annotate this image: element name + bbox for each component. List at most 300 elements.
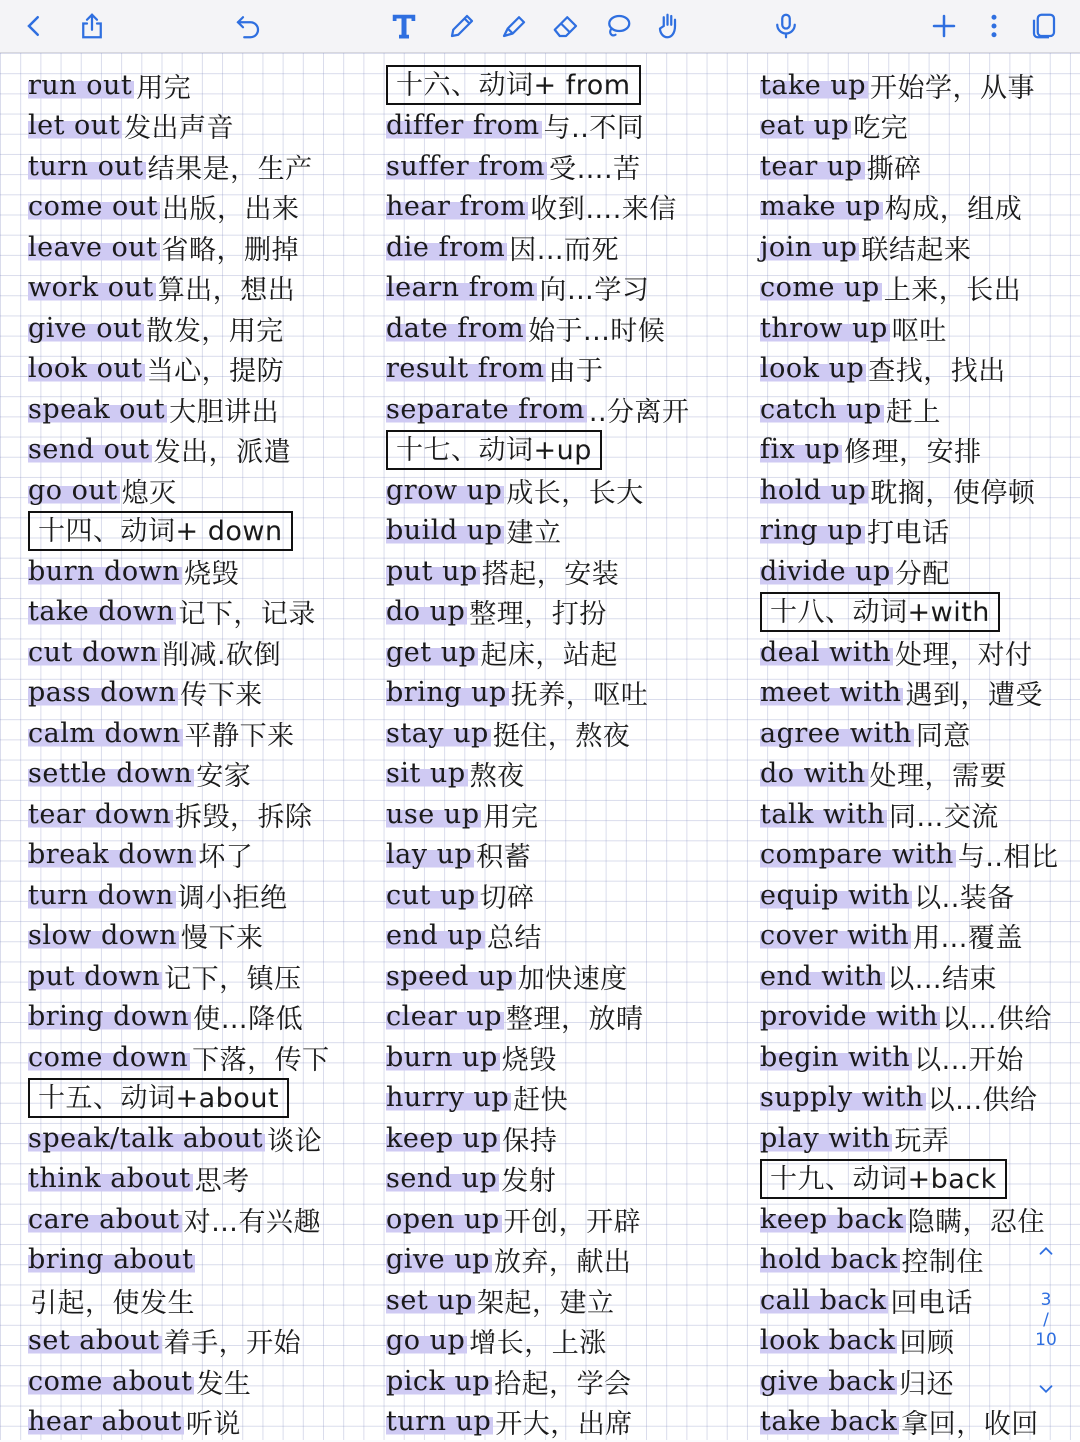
chinese-meaning: 用完 [483, 795, 538, 834]
english-phrase: do up [386, 596, 467, 627]
phrase-entry [28, 308, 330, 349]
english-phrase: send out [28, 434, 152, 465]
chinese-meaning: 发出声音 [124, 106, 234, 145]
phrase-entry [386, 997, 690, 1038]
english-phrase: meet with [760, 677, 903, 708]
chinese-meaning: 撕碎 [867, 147, 922, 186]
english-phrase: come up [760, 272, 882, 303]
chinese-meaning: 抚养，呕吐 [511, 673, 649, 712]
english-phrase: run out [28, 70, 134, 101]
english-phrase: build up [386, 515, 504, 546]
chinese-meaning: 耽搁，使停顿 [870, 471, 1035, 510]
phrase-entry [386, 1361, 690, 1402]
english-phrase: come down [28, 1042, 190, 1073]
english-phrase: tear down [28, 799, 173, 830]
english-phrase: bring down [28, 1001, 191, 1032]
chinese-meaning: 吃完 [853, 106, 908, 145]
english-phrase: pass down [28, 677, 178, 708]
chinese-meaning: 发出，派遣 [154, 430, 292, 469]
phrase-entry [760, 916, 1059, 957]
english-phrase: equip with [760, 880, 912, 911]
english-phrase: suffer from [386, 151, 547, 182]
english-phrase: calm down [28, 718, 183, 749]
column-right [760, 65, 1059, 1442]
phrase-entry [386, 916, 690, 957]
phrase-entry [28, 1159, 330, 1200]
english-phrase: cut down [28, 637, 160, 668]
phrase-entry [760, 1280, 1059, 1321]
chinese-meaning: 削减.砍倒 [162, 633, 281, 672]
section-heading-box: 十六、动词+ from [386, 65, 641, 105]
chinese-meaning: 听说 [186, 1402, 241, 1441]
phrase-entry [760, 268, 1059, 309]
section-heading [28, 1078, 330, 1119]
phrase-entry [28, 187, 330, 228]
phrase-entry [386, 1078, 690, 1119]
phrase-entry [760, 956, 1059, 997]
chinese-meaning: 思考 [195, 1159, 250, 1198]
chinese-meaning: 开大，出席 [495, 1402, 633, 1441]
english-phrase: settle down [28, 758, 194, 789]
phrase-entry [386, 754, 690, 795]
chinese-meaning: 开创，开辟 [504, 1200, 642, 1239]
english-phrase: catch up [760, 394, 884, 425]
pen-icon[interactable] [442, 6, 482, 46]
english-phrase: learn from [386, 272, 537, 303]
page-down-chevron-icon[interactable] [1035, 1378, 1057, 1400]
english-phrase: look out [28, 353, 145, 384]
english-phrase: open up [386, 1204, 502, 1235]
phrase-entry [386, 1402, 690, 1442]
column-left [28, 65, 330, 1442]
phrase-entry [760, 713, 1059, 754]
section-heading [760, 592, 1059, 633]
chinese-meaning: 当心，提防 [147, 349, 285, 388]
chinese-meaning: 平静下来 [185, 714, 295, 753]
english-phrase: use up [386, 799, 481, 830]
english-phrase: look up [760, 353, 866, 384]
phrase-entry [760, 65, 1059, 106]
notebook-page[interactable] [0, 53, 1080, 1440]
phrase-entry [28, 1037, 330, 1078]
phrase-entry [760, 430, 1059, 471]
section-heading-box: 十八、动词+with [760, 592, 1000, 632]
english-phrase: go up [386, 1325, 467, 1356]
english-phrase: give out [28, 313, 144, 344]
section-heading-box: 十四、动词+ down [28, 511, 293, 551]
phrase-entry [28, 673, 330, 714]
english-phrase: talk with [760, 799, 887, 830]
more-icon[interactable] [974, 6, 1014, 46]
phrase-entry [760, 511, 1059, 552]
phrase-entry [386, 1199, 690, 1240]
phrase-entry [760, 875, 1059, 916]
phrase-entry [760, 673, 1059, 714]
phrase-entry [28, 227, 330, 268]
english-phrase: give back [760, 1366, 897, 1397]
chinese-meaning: 记下，记录 [178, 592, 316, 631]
chinese-meaning: 同意 [916, 714, 971, 753]
phrase-entry [386, 632, 690, 673]
english-phrase: set up [386, 1285, 475, 1316]
phrase-entry [760, 470, 1059, 511]
column-middle [386, 65, 690, 1442]
chinese-meaning: 发生 [196, 1362, 251, 1401]
english-phrase: result from [386, 353, 546, 384]
phrase-entry [28, 65, 330, 106]
chinese-meaning: 处理，对付 [895, 633, 1033, 672]
english-phrase: leave out [28, 232, 160, 263]
chinese-meaning: 熄灭 [122, 471, 177, 510]
phrase-entry [760, 1321, 1059, 1362]
english-phrase: differ from [386, 110, 542, 141]
english-phrase: speak/talk about [28, 1123, 265, 1154]
english-phrase: go out [28, 475, 120, 506]
chinese-meaning: 用完 [136, 66, 191, 105]
english-phrase: hear from [386, 191, 528, 222]
phrase-entry [28, 430, 330, 471]
phrase-entry [386, 268, 690, 309]
phrase-entry [28, 268, 330, 309]
chinese-meaning: 对…有兴趣 [184, 1200, 322, 1239]
phrase-entry [28, 592, 330, 633]
chinese-meaning: 整理，打扮 [469, 592, 607, 631]
phrase-entry [386, 349, 690, 390]
english-phrase: look back [760, 1325, 897, 1356]
section-heading-box: 十五、动词+about [28, 1078, 289, 1118]
english-phrase: turn out [28, 151, 146, 182]
current-page-number: 3 [1041, 1290, 1052, 1310]
chinese-meaning: 打电话 [867, 511, 950, 550]
english-phrase: hear about [28, 1406, 184, 1437]
english-phrase: put down [28, 961, 162, 992]
chinese-meaning: 大胆讲出 [169, 390, 279, 429]
english-phrase: separate from [386, 394, 587, 425]
phrase-entry [760, 308, 1059, 349]
chinese-meaning: 拿回，收回 [901, 1402, 1039, 1441]
chinese-meaning: 坏了 [198, 835, 253, 874]
english-phrase: sit up [386, 758, 468, 789]
english-phrase: die from [386, 232, 507, 263]
phrase-entry [28, 754, 330, 795]
english-phrase: put up [386, 556, 480, 587]
phrase-entry [760, 1037, 1059, 1078]
english-phrase: ring up [760, 515, 865, 546]
phrase-entry [28, 632, 330, 673]
phrase-entry [386, 146, 690, 187]
chinese-meaning: 控制住 [902, 1240, 985, 1279]
phrase-entry [28, 551, 330, 592]
english-phrase: fix up [760, 434, 842, 465]
chinese-meaning: 熬夜 [470, 754, 525, 793]
chinese-meaning: 保持 [502, 1119, 557, 1158]
chinese-meaning: 拆毁，拆除 [175, 795, 313, 834]
phrase-entry [760, 1199, 1059, 1240]
phrase-entry [28, 389, 330, 430]
phrase-entry [760, 754, 1059, 795]
phrase-entry [28, 835, 330, 876]
phrase-entry [760, 146, 1059, 187]
phrase-entry [760, 632, 1059, 673]
english-phrase: throw up [760, 313, 890, 344]
english-phrase: burn up [386, 1042, 500, 1073]
chinese-meaning: 同...交流 [889, 795, 999, 834]
english-phrase: end with [760, 961, 885, 992]
chinese-meaning: 联结起来 [861, 228, 971, 267]
chinese-meaning: 拾起，学会 [494, 1362, 632, 1401]
english-phrase: cover with [760, 920, 911, 951]
phrase-entry [386, 1321, 690, 1362]
phrase-entry [28, 146, 330, 187]
phrase-entry [386, 1280, 690, 1321]
phrase-entry [386, 551, 690, 592]
chinese-meaning: 回电话 [890, 1281, 973, 1320]
section-heading [386, 65, 690, 106]
english-phrase: clear up [386, 1001, 504, 1032]
english-phrase: stay up [386, 718, 491, 749]
english-phrase: work out [28, 272, 156, 303]
chinese-meaning: 积蓄 [476, 835, 531, 874]
chinese-meaning: 赶上 [886, 390, 941, 429]
phrase-entry [760, 389, 1059, 430]
chinese-meaning: 出版，出来 [162, 187, 300, 226]
chinese-meaning: 传下来 [180, 673, 263, 712]
phrase-entry [28, 875, 330, 916]
english-phrase: do with [760, 758, 868, 789]
chinese-meaning: 架起，建立 [477, 1281, 615, 1320]
english-phrase: think about [28, 1163, 193, 1194]
phrase-entry [28, 1240, 330, 1281]
phrase-entry [28, 349, 330, 390]
chinese-meaning: 总结 [487, 916, 542, 955]
english-phrase: come out [28, 191, 160, 222]
chinese-meaning: 建立 [506, 511, 561, 550]
phrase-entry [760, 551, 1059, 592]
chinese-meaning: 分配 [895, 552, 950, 591]
chinese-meaning: 着手，开始 [164, 1321, 302, 1360]
chinese-meaning: 增长，上涨 [469, 1321, 607, 1360]
chinese-meaning: 整理，放晴 [506, 997, 644, 1036]
phrase-entry [386, 511, 690, 552]
chinese-meaning: 安家 [196, 754, 251, 793]
phrase-entry [28, 106, 330, 147]
english-phrase: compare with [760, 839, 956, 870]
english-phrase: care about [28, 1204, 182, 1235]
chinese-meaning: 查找，找出 [868, 349, 1006, 388]
english-phrase: speak out [28, 394, 167, 425]
phrase-entry [386, 308, 690, 349]
english-phrase: join up [760, 232, 859, 263]
english-phrase: cut up [386, 880, 478, 911]
phrase-entry [28, 956, 330, 997]
phrase-entry [386, 835, 690, 876]
english-phrase: date from [386, 313, 526, 344]
phrase-entry [28, 713, 330, 754]
english-phrase: tear up [760, 151, 865, 182]
phrase-entry [760, 1078, 1059, 1119]
chinese-meaning: 与..不同 [544, 106, 645, 145]
phrase-entry [760, 794, 1059, 835]
english-phrase: hold up [760, 475, 868, 506]
phrase-entry [28, 1199, 330, 1240]
english-phrase: divide up [760, 556, 893, 587]
phrase-entry [386, 956, 690, 997]
phrase-entry [386, 187, 690, 228]
hand-icon[interactable] [650, 6, 690, 46]
english-phrase: hurry up [386, 1082, 511, 1113]
chinese-meaning: 上来，长出 [884, 268, 1022, 307]
phrase-entry [760, 1402, 1059, 1442]
chinese-meaning: 算出，想出 [158, 268, 296, 307]
english-phrase: play with [760, 1123, 892, 1154]
phrase-entry [28, 916, 330, 957]
pages-icon[interactable] [1024, 6, 1064, 46]
chinese-meaning: 因...而死 [509, 228, 619, 267]
phrase-entry [386, 1159, 690, 1200]
chinese-meaning: 烧毁 [184, 552, 239, 591]
page-separator: / [1043, 1310, 1049, 1330]
chinese-meaning: 使…降低 [193, 997, 303, 1036]
undo-icon[interactable] [228, 6, 268, 46]
chinese-meaning: 切碎 [480, 876, 535, 915]
english-phrase: bring about [28, 1244, 195, 1275]
english-phrase: make up [760, 191, 883, 222]
chinese-meaning: 省略，删掉 [162, 228, 300, 267]
english-phrase: take back [760, 1406, 899, 1437]
phrase-entry [760, 349, 1059, 390]
page-up-chevron-icon[interactable] [1035, 1240, 1057, 1262]
english-phrase: hold back [760, 1244, 900, 1275]
phrase-entry [386, 1240, 690, 1281]
chinese-meaning: 赶快 [513, 1078, 568, 1117]
lasso-icon[interactable] [598, 6, 638, 46]
chinese-meaning: 烧毁 [502, 1038, 557, 1077]
english-phrase: bring up [386, 677, 509, 708]
section-heading-box: 十七、动词+up [386, 430, 602, 470]
chinese-meaning: 收到….来信 [530, 187, 677, 226]
english-phrase: speed up [386, 961, 516, 992]
chinese-meaning: 记下，镇压 [164, 957, 302, 996]
chinese-meaning: 呕吐 [892, 309, 947, 348]
chinese-meaning: 以...供给 [928, 1078, 1038, 1117]
chinese-meaning: 隐瞒，忍住 [908, 1200, 1046, 1239]
phrase-entry [386, 1118, 690, 1159]
phrase-entry [386, 389, 690, 430]
english-phrase: set about [28, 1325, 162, 1356]
english-phrase: eat up [760, 110, 851, 141]
english-phrase: deal with [760, 637, 893, 668]
phrase-entry [386, 875, 690, 916]
back-chevron-icon[interactable] [14, 6, 54, 46]
english-phrase: turn down [28, 880, 176, 911]
phrase-entry [386, 106, 690, 147]
english-phrase: lay up [386, 839, 474, 870]
english-phrase: begin with [760, 1042, 912, 1073]
phrase-entry [28, 1321, 330, 1362]
section-heading [760, 1159, 1059, 1200]
english-phrase: provide with [760, 1001, 940, 1032]
chinese-meaning: 搭起，安装 [482, 552, 620, 591]
chinese-meaning: 加快速度 [518, 957, 628, 996]
chinese-meaning: 以..装备 [914, 876, 1015, 915]
phrase-entry [28, 1361, 330, 1402]
chinese-meaning: 修理，安排 [844, 430, 982, 469]
text-tool-icon[interactable] [384, 6, 424, 46]
chinese-meaning: 以...开始 [914, 1038, 1024, 1077]
chinese-meaning: 慢下来 [181, 916, 264, 955]
phrase-entry [386, 794, 690, 835]
phrase-entry [386, 592, 690, 633]
chinese-meaning: 回顾 [899, 1321, 954, 1360]
chinese-meaning: 引起，使发生 [30, 1281, 195, 1320]
chinese-meaning: 处理，需要 [870, 754, 1008, 793]
chinese-meaning: 散发，用完 [146, 309, 284, 348]
english-phrase: supply with [760, 1082, 926, 1113]
chinese-meaning: 与..相比 [958, 835, 1059, 874]
english-phrase: keep up [386, 1123, 500, 1154]
english-phrase: call back [760, 1285, 888, 1316]
english-phrase: keep back [760, 1204, 906, 1235]
phrase-entry [28, 1402, 330, 1442]
chinese-meaning: 始于...时候 [528, 309, 665, 348]
add-icon[interactable] [924, 6, 964, 46]
english-phrase: give up [386, 1244, 492, 1275]
english-phrase: let out [28, 110, 122, 141]
page-indicator [1026, 1240, 1066, 1400]
section-heading-box: 十九、动词+back [760, 1159, 1007, 1199]
chinese-meaning: 向…学习 [539, 268, 649, 307]
chinese-meaning: 结果是，生产 [148, 147, 313, 186]
english-phrase: turn up [386, 1406, 493, 1437]
chinese-meaning: 归还 [899, 1362, 954, 1401]
chinese-meaning: 用...覆盖 [913, 916, 1023, 955]
section-heading [28, 511, 330, 552]
phrase-entry [760, 1361, 1059, 1402]
phrase-entry [386, 227, 690, 268]
section-heading [386, 430, 690, 471]
chinese-meaning: 谈论 [267, 1119, 322, 1158]
phrase-entry [386, 470, 690, 511]
english-phrase: agree with [760, 718, 914, 749]
chinese-meaning: 开始学，从事 [870, 66, 1035, 105]
phrase-entry [760, 106, 1059, 147]
phrase-entry [760, 187, 1059, 228]
english-phrase: get up [386, 637, 478, 668]
chinese-meaning: 成长，长大 [506, 471, 644, 510]
total-page-count: 10 [1035, 1330, 1057, 1350]
chinese-meaning: 构成，组成 [885, 187, 1023, 226]
microphone-icon[interactable] [766, 6, 806, 46]
phrase-entry [386, 673, 690, 714]
chinese-meaning: 发射 [501, 1159, 556, 1198]
chinese-meaning: 调小拒绝 [178, 876, 288, 915]
english-phrase: slow down [28, 920, 179, 951]
phrase-entry [386, 713, 690, 754]
phrase-entry [28, 997, 330, 1038]
chinese-meaning: 玩弄 [894, 1119, 949, 1158]
chinese-meaning: 遇到，遭受 [905, 673, 1043, 712]
phrase-entry [28, 794, 330, 835]
english-phrase: take up [760, 70, 868, 101]
english-phrase: come about [28, 1366, 194, 1397]
chinese-meaning: 以...供给 [942, 997, 1052, 1036]
eraser-icon[interactable] [546, 6, 586, 46]
highlighter-icon[interactable] [494, 6, 534, 46]
phrase-entry [760, 227, 1059, 268]
phrase-entry [28, 470, 330, 511]
share-icon[interactable] [72, 6, 112, 46]
phrase-entry [28, 1118, 330, 1159]
